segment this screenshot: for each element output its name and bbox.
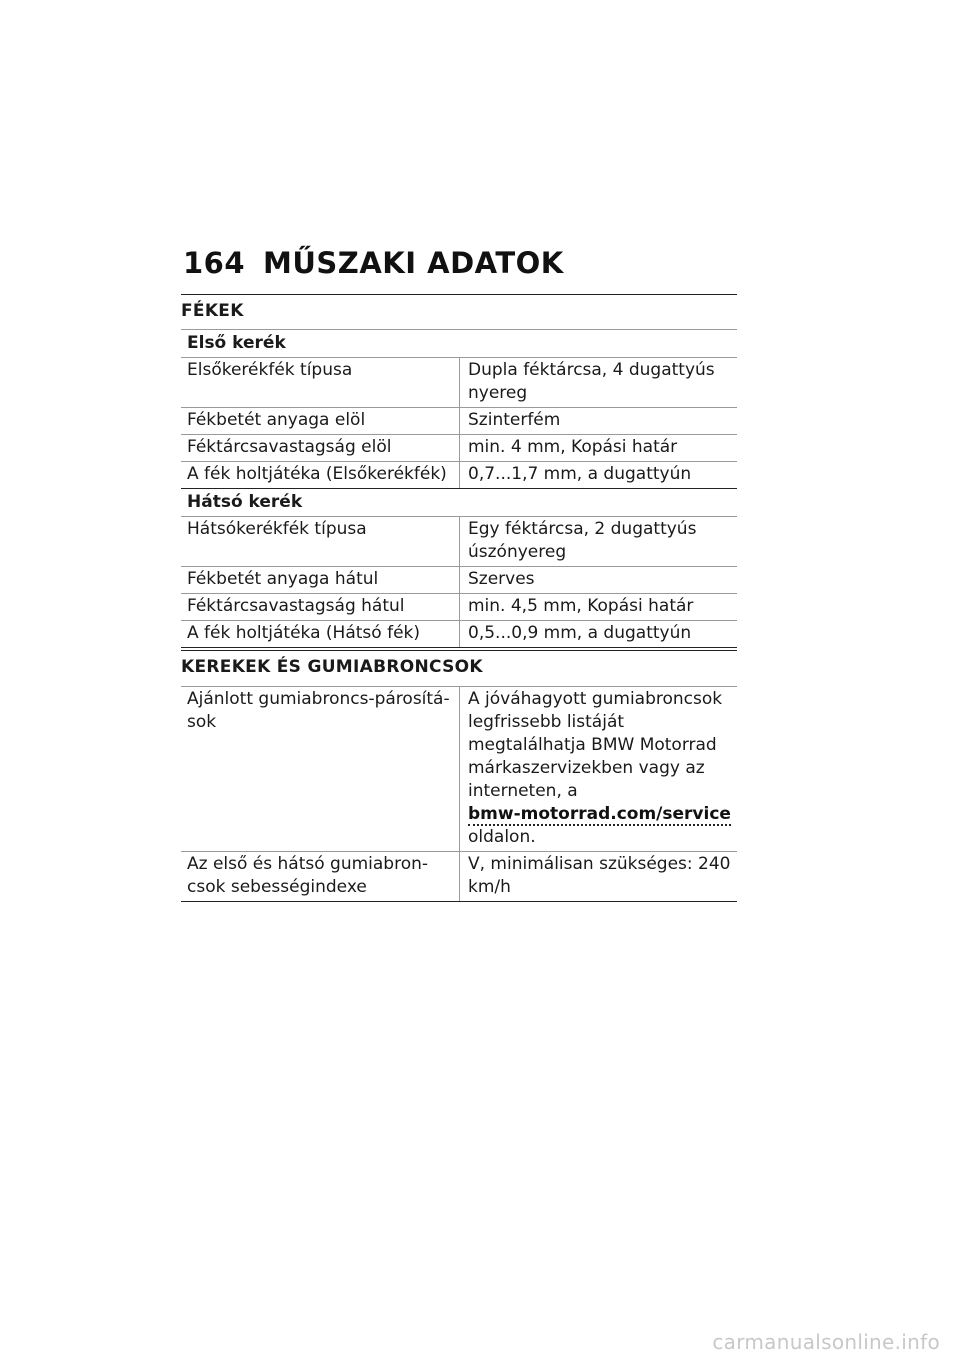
section-title-wheels: KEREKEK ÉS GUMIABRONCSOK bbox=[181, 650, 737, 686]
spec-key: Hátsókerékfék típusa bbox=[181, 517, 460, 567]
spec-key: Féktárcsavastagság elöl bbox=[181, 435, 460, 462]
subheading-label: Első kerék bbox=[181, 330, 737, 358]
table-row bbox=[181, 852, 737, 902]
brakes-table bbox=[181, 329, 737, 648]
spec-value: Szerves bbox=[460, 567, 738, 594]
table-row bbox=[181, 408, 737, 435]
service-link[interactable]: bmw-motorrad.com/service bbox=[468, 804, 731, 824]
spec-value: min. 4,5 mm, Kopási határ bbox=[460, 594, 738, 621]
subheading-front-wheel bbox=[181, 330, 737, 358]
spec-value-text: A jóváhagyott gumiabroncsok legfrissebb listáját megtalálhatja BMW Motorrad márkaszervizekben vagy az interneten, a bbox=[468, 689, 723, 801]
page-number: 164 bbox=[183, 246, 246, 280]
subheading-label: Hátsó kerék bbox=[181, 489, 737, 517]
page-title: MŰSZAKI ADATOK bbox=[263, 246, 564, 280]
table-row bbox=[181, 358, 737, 408]
section-title-brakes: FÉKEK bbox=[181, 294, 737, 329]
spec-key: A fék holtjátéka (Elsőkerékfék) bbox=[181, 462, 460, 489]
table-row bbox=[181, 435, 737, 462]
table-row bbox=[181, 621, 737, 648]
spec-value: min. 4 mm, Kopási határ bbox=[460, 435, 738, 462]
spec-key: Elsőkerékfék típusa bbox=[181, 358, 460, 408]
table-row bbox=[181, 517, 737, 567]
spec-key: Féktárcsavastagság hátul bbox=[181, 594, 460, 621]
spec-value bbox=[460, 687, 738, 852]
spec-key: Ajánlott gumiabroncs-párosítá-sok bbox=[181, 687, 460, 852]
table-row bbox=[181, 567, 737, 594]
spec-value: Szinterfém bbox=[460, 408, 738, 435]
subheading-rear-wheel bbox=[181, 489, 737, 517]
table-row bbox=[181, 462, 737, 489]
spec-value: 0,5...0,9 mm, a dugattyún bbox=[460, 621, 738, 648]
spec-key: Fékbetét anyaga hátul bbox=[181, 567, 460, 594]
wheels-table bbox=[181, 686, 737, 902]
page-header bbox=[183, 243, 564, 283]
spec-key: A fék holtjátéka (Hátsó fék) bbox=[181, 621, 460, 648]
spec-value-suffix: oldalon. bbox=[468, 827, 536, 847]
table-row bbox=[181, 594, 737, 621]
spec-value: 0,7...1,7 mm, a dugattyún bbox=[460, 462, 738, 489]
spec-key: Az első és hátsó gumiabron-csok sebességindexe bbox=[181, 852, 460, 902]
spec-value: Egy féktárcsa, 2 dugattyús úszónyereg bbox=[460, 517, 738, 567]
table-row bbox=[181, 687, 737, 852]
spec-key: Fékbetét anyaga elöl bbox=[181, 408, 460, 435]
spec-value: V, minimálisan szükséges: 240 km/h bbox=[460, 852, 738, 902]
watermark: carmanualsonline.info bbox=[712, 1330, 940, 1354]
spec-value: Dupla féktárcsa, 4 dugattyús nyereg bbox=[460, 358, 738, 408]
